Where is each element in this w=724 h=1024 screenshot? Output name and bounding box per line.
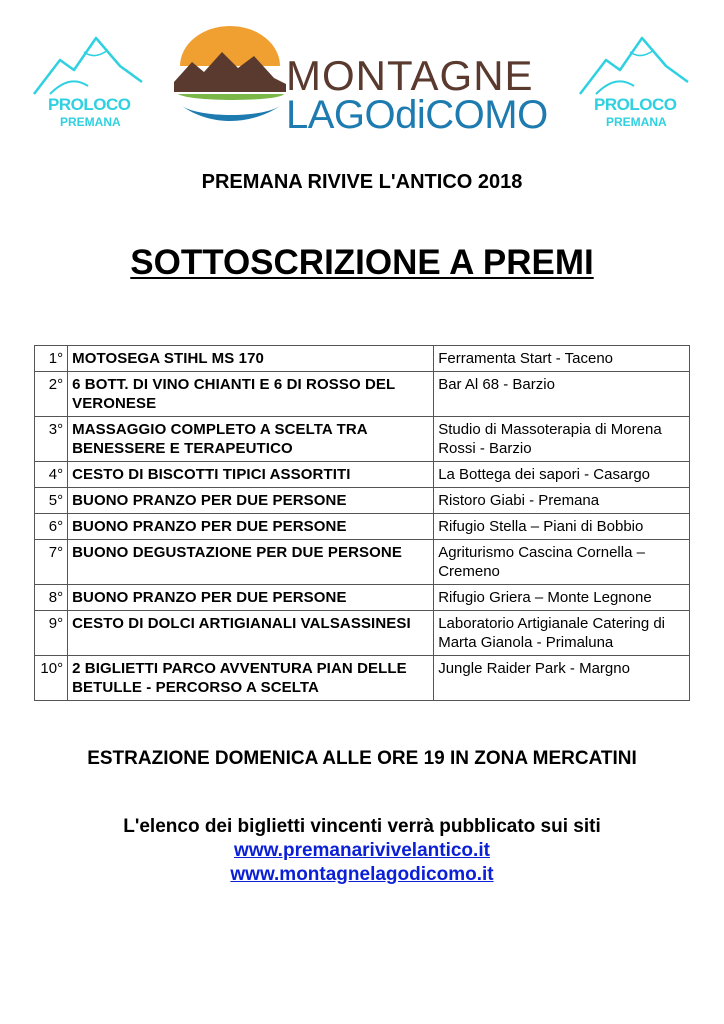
prize-donor: Rifugio Stella – Piani di Bobbio: [434, 514, 690, 540]
event-title: PREMANA RIVIVE L'ANTICO 2018: [201, 171, 523, 193]
website-link-row: [0, 839, 724, 863]
montagne-website-link[interactable]: www.montagnelagodicomo.it: [230, 864, 494, 885]
prize-name: MOTOSEGA STIHL MS 170: [68, 346, 434, 372]
premana-word: PREMANA: [606, 115, 667, 129]
table-row: [35, 417, 690, 462]
proloco-word: PROLOCO: [594, 95, 677, 114]
proloco-word: PROLOCO: [48, 95, 131, 114]
prize-name: CESTO DI BISCOTTI TIPICI ASSORTITI: [68, 462, 434, 488]
table-row: [35, 372, 690, 417]
prize-name: MASSAGGIO COMPLETO A SCELTA TRA BENESSERE E TERAPEUTICO: [68, 417, 434, 462]
prize-name: BUONO DEGUSTAZIONE PER DUE PERSONE: [68, 540, 434, 585]
lago-di-como-word: LAGOdiCOMO: [286, 93, 548, 137]
prize-name: BUONO PRANZO PER DUE PERSONE: [68, 514, 434, 540]
table-row: [35, 488, 690, 514]
table-row: [35, 540, 690, 585]
prize-donor: Laboratorio Artigianale Catering di Marta Gianola - Primaluna: [434, 611, 690, 656]
prize-rank: 3°: [35, 417, 68, 462]
page-title-text: SOTTOSCRIZIONE A PREMI: [130, 243, 594, 282]
table-row: [35, 656, 690, 701]
prize-donor: Rifugio Griera – Monte Legnone: [434, 585, 690, 611]
proloco-premana-logo-left: [30, 30, 148, 140]
table-row: [35, 346, 690, 372]
premana-website-link[interactable]: www.premanarivivelantico.it: [234, 840, 490, 861]
mountain-outline-icon: [30, 30, 148, 100]
prize-rank: 5°: [35, 488, 68, 514]
draw-notice: ESTRAZIONE DOMENICA ALLE ORE 19 IN ZONA MERCATINI: [87, 748, 637, 769]
prize-name: 6 BOTT. DI VINO CHIANTI E 6 DI ROSSO DEL VERONESE: [68, 372, 434, 417]
prize-donor: Bar Al 68 - Barzio: [434, 372, 690, 417]
prize-donor: Jungle Raider Park - Margno: [434, 656, 690, 701]
table-row: [35, 514, 690, 540]
prize-rank: 7°: [35, 540, 68, 585]
proloco-premana-logo-right: [576, 30, 694, 140]
montagne-word: MONTAGNE: [286, 52, 534, 99]
table-row: [35, 611, 690, 656]
table-row: [35, 462, 690, 488]
prize-donor: Studio di Massoterapia di Morena Rossi - Barzio: [434, 417, 690, 462]
prize-name: BUONO PRANZO PER DUE PERSONE: [68, 488, 434, 514]
website-link-row: [0, 863, 724, 887]
prize-name: 2 BIGLIETTI PARCO AVVENTURA PIAN DELLE BETULLE - PERCORSO A SCELTA: [68, 656, 434, 701]
prize-donor: La Bottega dei sapori - Casargo: [434, 462, 690, 488]
prize-rank: 9°: [35, 611, 68, 656]
mountain-outline-icon: [576, 30, 694, 100]
prize-rank: 2°: [35, 372, 68, 417]
montagne-lago-di-como-logo: [170, 22, 556, 140]
prize-donor: Ferramenta Start - Taceno: [434, 346, 690, 372]
winners-note: L'elenco dei biglietti vincenti verrà pubblicato sui siti: [123, 816, 601, 837]
premana-word: PREMANA: [60, 115, 121, 129]
prize-name: BUONO PRANZO PER DUE PERSONE: [68, 585, 434, 611]
prize-name: CESTO DI DOLCI ARTIGIANALI VALSASSINESI: [68, 611, 434, 656]
prize-donor: Ristoro Giabi - Premana: [434, 488, 690, 514]
prize-rank: 8°: [35, 585, 68, 611]
prize-rank: 6°: [35, 514, 68, 540]
prize-rank: 10°: [35, 656, 68, 701]
page-title: [0, 242, 724, 284]
prize-rank: 1°: [35, 346, 68, 372]
prize-rank: 4°: [35, 462, 68, 488]
mountain-lake-emblem-icon: [170, 22, 290, 134]
prize-donor: Agriturismo Cascina Cornella – Cremeno: [434, 540, 690, 585]
table-row: [35, 585, 690, 611]
prize-table: [34, 345, 690, 701]
